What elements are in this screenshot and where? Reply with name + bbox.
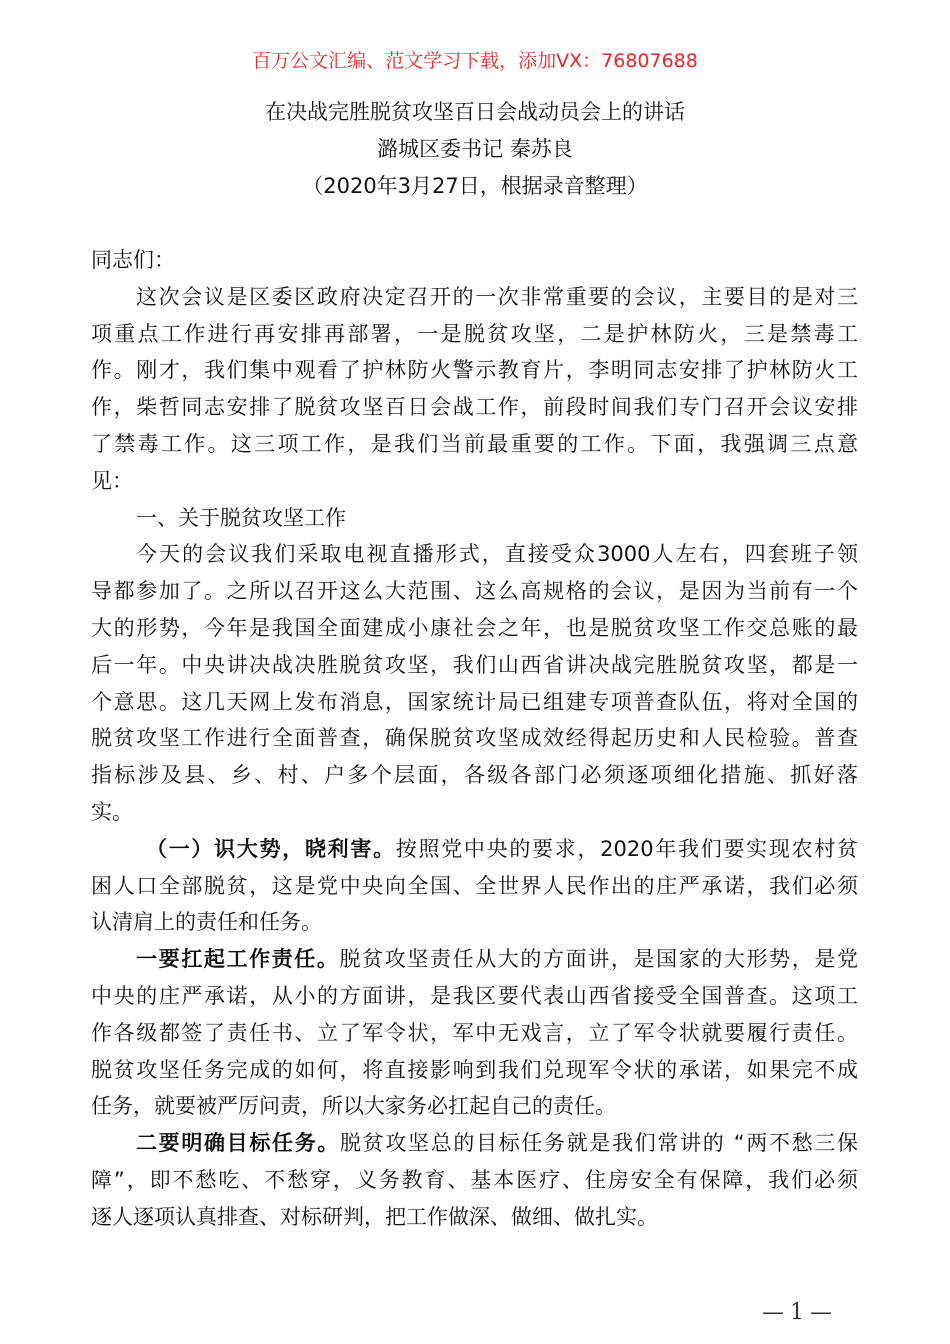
text-line (91, 831, 858, 868)
text-line (91, 868, 858, 905)
line-text: 见： (91, 468, 133, 493)
text-line (91, 904, 858, 941)
bold-heading: 一要扛起工作责任。 (136, 947, 340, 972)
text-line (91, 573, 858, 610)
line-text: 困人口全部脱贫，这是党中央向全国、全世界人民作出的庄严承诺，我们必须 (91, 873, 858, 898)
text-line (91, 242, 858, 279)
text-line (91, 1015, 858, 1052)
text-line (91, 978, 858, 1015)
text-line (91, 1052, 858, 1089)
text-line (91, 720, 858, 757)
text-line (91, 941, 858, 978)
line-text: 脱贫攻坚总的目标任务就是我们常讲的 “两不愁三保 (340, 1131, 858, 1156)
text-line (91, 500, 858, 537)
line-text: 项重点工作进行再安排再部署，一是脱贫攻坚，二是护林防火，三是禁毒工 (91, 321, 858, 346)
text-line (91, 647, 858, 684)
text-line (91, 1162, 858, 1199)
line-text: 逐人逐项认真排查、对标研判，把工作做深、做细、做扎实。 (91, 1204, 658, 1229)
author-line: 潞城区委书记 秦苏良 (377, 137, 573, 161)
line-text: 这次会议是区委区政府决定召开的一次非常重要的会议，主要目的是对三 (136, 284, 858, 309)
line-text: 同志们： (91, 248, 175, 272)
text-line (91, 1125, 858, 1162)
line-text: 导都参加了。之所以召开这么大范围、这么高规格的会议，是因为当前有一个 (91, 579, 858, 604)
line-text: 指标涉及县、乡、村、户多个层面，各级各部门必须逐项细化措施、抓好落 (91, 763, 858, 788)
line-text: 作，柴哲同志安排了脱贫攻坚百日会战工作，前段时间我们专门召开会议安排 (91, 395, 858, 420)
document-body (91, 242, 858, 1236)
line-text: 个意思。这几天网上发布消息，国家统计局已组建专项普查队伍，将对全国的 (91, 689, 858, 714)
watermark-banner: 百万公文汇编、范文学习下载，添加VX：76807688 (252, 50, 698, 72)
text-line (91, 1088, 858, 1125)
bold-heading: （一）识大势，晓利害。 (146, 836, 396, 861)
line-text: 脱贫攻坚工作进行全面普查，确保脱贫攻坚成效经得起历史和人民检验。普查 (91, 726, 858, 751)
line-text: 脱贫攻坚任务完成的如何，将直接影响到我们兑现军令状的承诺，如果完不成 (91, 1057, 858, 1082)
line-text: 实。 (91, 799, 133, 824)
text-line (91, 610, 858, 647)
line-text: 中央的庄严承诺，从小的方面讲，是我区要代表山西省接受全国普查。这项工 (91, 983, 858, 1008)
line-text: 按照党中央的要求，2020年我们要实现农村贫 (395, 836, 858, 861)
text-line (91, 1199, 858, 1236)
line-text: 脱贫攻坚责任从大的方面讲，是国家的大形势，是党 (339, 947, 858, 972)
document-title: 在决战完胜脱贫攻坚百日会战动员会上的讲话 (265, 100, 685, 124)
text-line (91, 794, 858, 831)
date-note: （2020年3月27日，根据录音整理） (302, 174, 648, 198)
line-text: 作。刚才，我们集中观看了护林防火警示教育片，李明同志安排了护林防火工 (91, 358, 858, 383)
text-line (91, 426, 858, 463)
line-text: 后一年。中央讲决战决胜脱贫攻坚，我们山西省讲决战完胜脱贫攻坚，都是一 (91, 652, 858, 677)
bold-heading: 二要明确目标任务。 (136, 1131, 341, 1156)
text-line (91, 536, 858, 573)
line-text: 今天的会议我们采取电视直播形式，直接受众3000人左右，四套班子领 (136, 542, 858, 567)
line-text: 了禁毒工作。这三项工作，是我们当前最重要的工作。下面，我强调三点意 (91, 431, 858, 456)
line-text: 一、关于脱贫攻坚工作 (136, 505, 346, 530)
text-line (91, 352, 858, 389)
line-text: 大的形势，今年是我国全面建成小康社会之年，也是脱贫攻坚工作交总账的最 (91, 615, 858, 640)
text-line (91, 316, 858, 353)
text-line (91, 684, 858, 721)
page-number: —1— (762, 1300, 838, 1325)
text-line (91, 279, 858, 316)
line-text: 认清肩上的责任和任务。 (91, 910, 322, 935)
text-line (91, 463, 858, 500)
text-line (91, 757, 858, 794)
text-line (91, 389, 858, 426)
line-text: 作各级都签了责任书、立了军令状，军中无戏言，立了军令状就要履行责任。 (91, 1020, 858, 1045)
line-text: 障”，即不愁吃、不愁穿，义务教育、基本医疗、住房安全有保障，我们必须 (91, 1167, 858, 1192)
line-text: 任务，就要被严厉问责，所以大家务必扛起自己的责任。 (91, 1094, 616, 1119)
